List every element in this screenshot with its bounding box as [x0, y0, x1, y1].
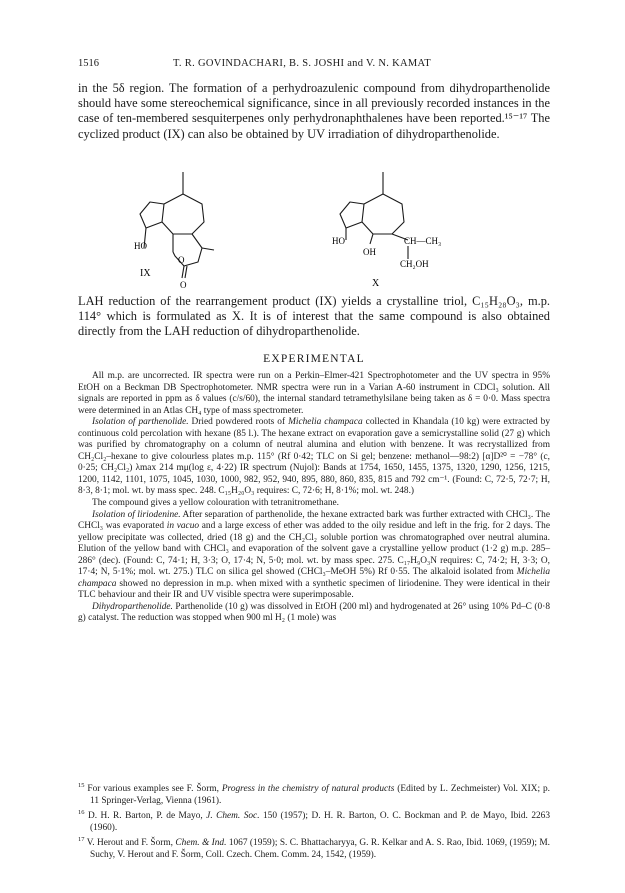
page-number: 1516	[78, 58, 99, 69]
chemical-structures	[78, 164, 550, 294]
structure-x-label: X	[372, 278, 380, 289]
lah-reduction-paragraph: LAH reduction of the rearrangement product (IX) yields a crystalline triol, C₁₅H₂₈O₃, m.p. 114° which is formulated as X. It is of interest that the same compound is also obtained directly from the LAH reduction of dihydroparthenolide.	[78, 294, 550, 339]
liriodenine-isolation-paragraph: Isolation of liriodenine. After separation of parthenolide, the hexane extracted bark was further extracted with CHCl₃. The CHCl₃ was evaporated in vacuo and a large excess of ether was added to the oily residue and left in the frig. for 2 days. The yellow precipitate was collected, dried (18 g) and the CH₂Cl₂ soluble portion was chromatographed over neutral alumina. Elution of the yellow band with CHCl₃ and evaporation of the solvent gave a crystalline yellow product (1·2 g) m.p. 285–286° (dec). (Found: C, 74·1; H, 3·3; O, 17·4; N, 5·0; mol. wt. by mass spec. 275. C₁₇H₉O₃N requires: C, 74·2; H, 3·3; O, 17·4; N, 5·1%; mol. wt. 275.) TLC on silica gel showed (CHCl₃–MeOH 5%) Rf 0·55. The alkaloid isolated from Michelia champaca showed no depression in m.p. when mixed with a synthetic specimen of liriodenine. They were identical in their TLC behaviour and their IR and UV visible spectra were superimposable.	[78, 509, 551, 601]
x-ch2oh-label: CH₂OH	[400, 259, 429, 269]
running-header	[78, 58, 548, 72]
footnote-references	[78, 780, 550, 862]
reference-item: $^{17}$ V. Herout and F. Šorm, Chem. & Ind. 1067 (1959); S. C. Bhattacharyya, G. R. Kelkar and A. S. Rao, Ibid. 1069, (1959); M. Suchy, V. Herout and F. Šorm, Coll. Czech. Chem. Comm. 24, 1542, (1959).	[78, 836, 551, 861]
structure-ix-label: IX	[140, 268, 151, 279]
experimental-section	[78, 371, 550, 625]
parthenolide-isolation-paragraph: Isolation of parthenolide. Dried powdered roots of Michelia champaca collected in Khandala (10 kg) were extracted by continuous cold percolation with hexane (85 l.). The hexane extract on evaporation gave a semicrystalline solid (27 g) which was purified by chromatography on a column of neutral alumina and elution with benzene. It was recrystallized from CH₂Cl₂–hexane to give colourless plates m.p. 115° (Rf 0·42; TLC on Si gel; benzene: methanol—98:2) [α]D²⁰ = −78° (c, 0·25; CH₂Cl₂) λmax 214 mμ(log ε, 4·22) IR spectrum (Nujol): Bands at 1754, 1650, 1455, 1375, 1320, 1290, 1256, 1215, 1200, 1142, 1101, 1075, 1045, 1030, 1000, 982, 952, 940, 895, 880, 860, 835, 815 and 792 cm⁻¹. (Found: C, 72·5, 72·7; H, 8·3, 8·1; mol. wt. by mass spec. 248. C₁₅H₂₀O₃ requires: C, 72·6; H, 8·1%; mol. wt. 248.)	[78, 417, 551, 497]
parthenolide-heading: Isolation of parthenolide.	[92, 417, 189, 428]
liriodenine-heading: Isolation of liriodenine.	[92, 509, 181, 520]
x-sidechain-label: CH—CH₃	[404, 236, 442, 246]
x-oh-label: OH	[363, 247, 376, 257]
dihydroparthenolide-heading: Dihydroparthenolide.	[92, 601, 173, 612]
ix-ring-oxygen-label: O	[178, 255, 185, 265]
ix-carbonyl-oxygen-label: O	[180, 280, 187, 290]
running-authors: T. R. GOVINDACHARI, B. S. JOSHI and V. N. KAMAT	[173, 58, 431, 69]
experimental-heading: EXPERIMENTAL	[263, 353, 365, 365]
structure-drawing	[78, 164, 550, 294]
intro-paragraph: in the 5δ region. The formation of a perhydroazulenic compound from dihydroparthenolide should have some stereochemical significance, since in all previously recorded instances in the case of ten-membered sesquiterpenes only perhydronaphthalenes have been reported.¹⁵⁻¹⁷ The cyclized product (IX) can also be obtained by UV irradiation of dihydroparthenolide.	[78, 81, 550, 141]
general-methods-paragraph: All m.p. are uncorrected. IR spectra were run on a Perkin–Elmer-421 Spectrophotometer and the UV spectra in 95% EtOH on a Beckman DB Spectrophotometer. NMR spectra were run in a Varian A-60 instrument in CDCl₃ solution. All signals are reported in ppm as δ values (c/s/60), the internal standard tetramethylsilane being taken as δ = 0·0. Mass spectra were determined in an Atlas CH₄ type of mass spectrometer.	[78, 371, 550, 416]
reference-item: $^{16}$ D. H. R. Barton, P. de Mayo, J. Chem. Soc. 150 (1957); D. H. R. Barton, O. C. Bockman and P. de Mayo, Ibid. 2263 (1960).	[78, 809, 551, 833]
dihydroparthenolide-paragraph: Dihydroparthenolide. Parthenolide (10 g) was dissolved in EtOH (200 ml) and hydrogenated at 26° using 10% Pd–C (0·8 g) catalyst. The reduction was stopped when 900 ml H₂ (1 mole) was	[78, 601, 550, 624]
x-hydroxyl-label: HO	[332, 236, 345, 246]
ix-hydroxyl-label: HO	[134, 241, 147, 251]
tetranitromethane-paragraph: The compound gives a yellow colouration with tetranitromethane.	[92, 498, 340, 509]
reference-item: $^{15}$ For various examples see F. Šorm, Progress in the chemistry of natural products (Edited by L. Zechmeister) Vol. XIX; p. 11 Springer-Verlag, Vienna (1961).	[78, 782, 551, 806]
